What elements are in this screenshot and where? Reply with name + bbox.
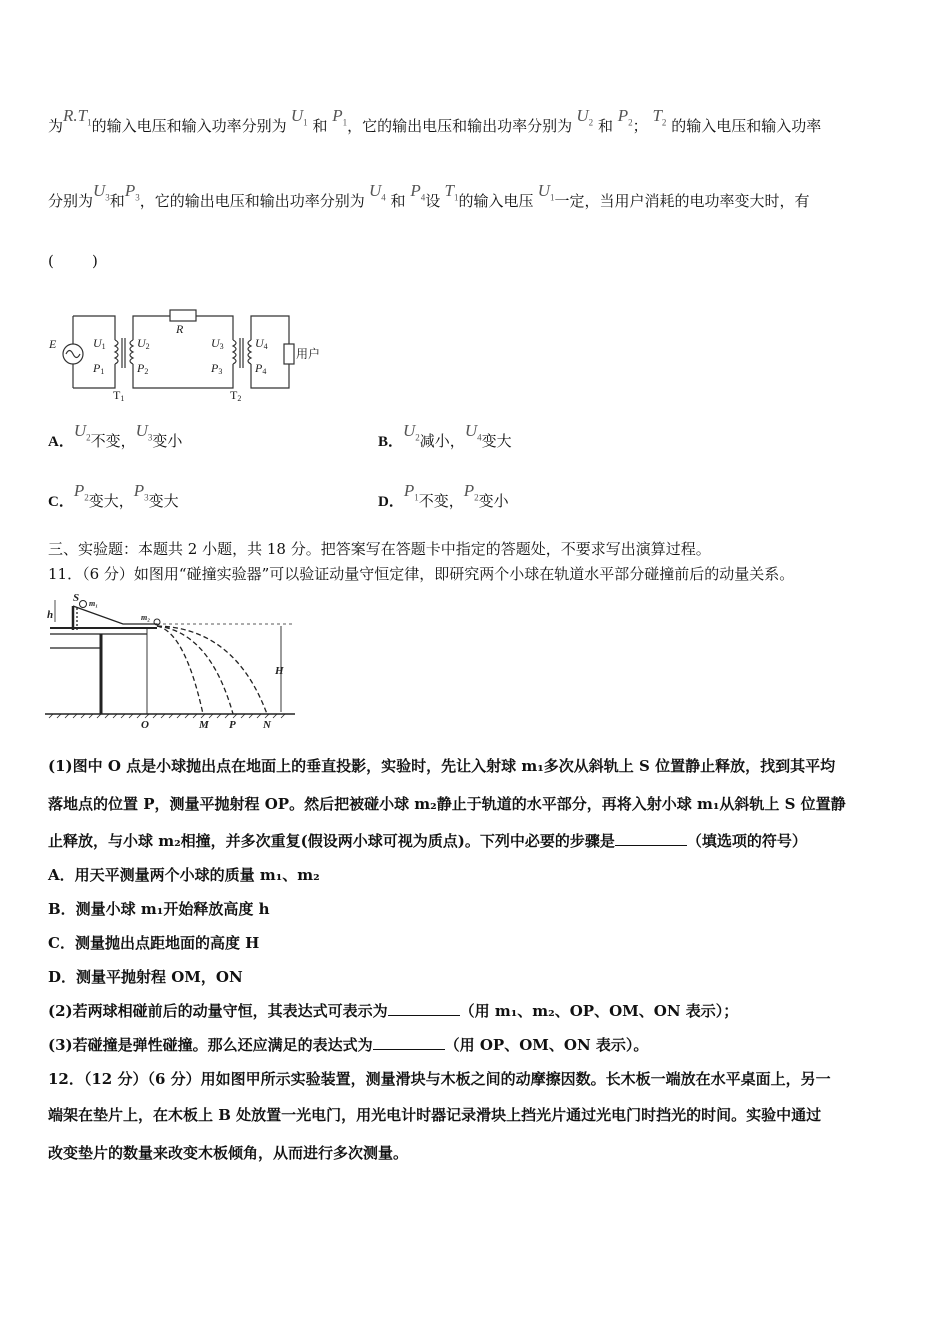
var bbox=[73, 421, 91, 443]
intro-line-1 bbox=[48, 106, 822, 137]
var bbox=[133, 481, 149, 503]
q11-part3 bbox=[48, 1034, 648, 1055]
label-t2: T2 bbox=[230, 388, 242, 403]
var bbox=[463, 481, 479, 503]
var-sub: 2 bbox=[415, 432, 420, 443]
text: 不变， bbox=[418, 492, 464, 510]
var-p1 bbox=[332, 106, 348, 128]
text: (3)若碰撞是弹性碰撞。那么还应满足的表达式为 bbox=[48, 1036, 373, 1054]
text: 和 bbox=[312, 117, 328, 135]
text: 和 bbox=[109, 192, 125, 210]
var-letter: U bbox=[576, 106, 589, 125]
q11-part1-line-b: 落地点的位置 P，测量平抛射程 OP。然后把被碰小球 m₂静止于轨道的水平部分，再将入射小球 m₁从斜轨上 S 位置静 bbox=[48, 795, 846, 813]
q11-part2 bbox=[48, 1000, 738, 1021]
var bbox=[403, 481, 419, 503]
var-letter: U bbox=[464, 421, 478, 440]
option-a[interactable] bbox=[48, 421, 183, 452]
label-h: h bbox=[47, 609, 54, 621]
var-u2 bbox=[572, 106, 594, 128]
label-s: S bbox=[73, 592, 80, 604]
var-sub: 4 bbox=[420, 192, 426, 203]
var-sub: 2 bbox=[84, 492, 89, 503]
label-m1: m₁ bbox=[89, 599, 99, 608]
label-u2: U2 bbox=[137, 336, 150, 351]
q11-part1-line-c bbox=[48, 830, 807, 851]
answer-paren: ( ) bbox=[48, 252, 98, 270]
text: 减小， bbox=[419, 432, 465, 450]
var-letter: T bbox=[444, 181, 454, 200]
var-sub: 1 bbox=[414, 492, 419, 503]
var-sub: 2 bbox=[86, 432, 91, 443]
var-sub: 1 bbox=[550, 192, 555, 203]
var-u4 bbox=[365, 181, 386, 203]
text: 的输入电压和输入功率分别为 bbox=[91, 117, 287, 135]
section-3-heading: 三、实验题：本题共 2 小题，共 18 分。把答案写在答题卡中指定的答题处，不要求写出演算过程。 bbox=[48, 540, 711, 558]
var-p3 bbox=[124, 181, 140, 203]
var-sub: 1 bbox=[87, 117, 92, 128]
text: 变大， bbox=[88, 492, 134, 510]
var-u1 bbox=[287, 106, 308, 128]
var-letter: P bbox=[124, 181, 136, 200]
var-letter: P bbox=[463, 481, 475, 500]
text: 一定，当用户消耗的电功率变大时，有 bbox=[554, 192, 810, 210]
var-letter: U bbox=[368, 181, 382, 200]
var-u3 bbox=[93, 181, 110, 203]
text: 的输入电压和输入功率 bbox=[671, 117, 822, 135]
var-letter: P bbox=[617, 106, 629, 125]
user-load bbox=[284, 344, 294, 364]
var-rt1 bbox=[63, 106, 92, 128]
option-label: A． bbox=[48, 434, 74, 450]
ball-m1 bbox=[80, 601, 87, 608]
option-label: C． bbox=[48, 494, 74, 510]
var-t2 bbox=[652, 106, 667, 128]
var-letter: U bbox=[135, 421, 148, 440]
coil-primary-t1 bbox=[115, 340, 118, 364]
text: 的输入电压 bbox=[458, 192, 534, 210]
var-sub: 2 bbox=[588, 117, 594, 128]
ac-wave-icon bbox=[66, 351, 80, 358]
var bbox=[464, 421, 482, 443]
var-letter: P bbox=[332, 106, 343, 125]
trajectory-m bbox=[157, 626, 203, 714]
option-d[interactable] bbox=[378, 481, 509, 512]
var-letter: P bbox=[133, 481, 145, 500]
var-letter: U bbox=[290, 106, 304, 125]
text: （填选项的符号） bbox=[686, 832, 807, 850]
intro-line-2 bbox=[48, 181, 810, 212]
text: 分别为 bbox=[48, 192, 94, 210]
answer-blank-1[interactable] bbox=[615, 831, 687, 846]
label-user: 用户 bbox=[296, 347, 321, 361]
label-r: R bbox=[176, 322, 184, 336]
resistor-r bbox=[170, 310, 196, 321]
text: ； bbox=[632, 117, 648, 135]
var-sub: 3 bbox=[147, 432, 153, 443]
coil-primary-t2 bbox=[233, 340, 236, 364]
var-letter: R.T bbox=[63, 106, 88, 125]
answer-blank-3[interactable] bbox=[373, 1035, 445, 1050]
label-n: N bbox=[263, 719, 271, 731]
var bbox=[135, 421, 153, 443]
var bbox=[403, 421, 420, 443]
text: 止释放，与小球 m₂相撞，并多次重复(假设两小球可视为质点)。下列中必要的步骤是 bbox=[48, 832, 615, 850]
var-sub: 1 bbox=[342, 117, 348, 128]
var-sub: 3 bbox=[135, 192, 140, 203]
answer-blank-2[interactable] bbox=[388, 1001, 460, 1016]
var-sub: 2 bbox=[474, 492, 479, 503]
var bbox=[73, 481, 89, 503]
var-letter: U bbox=[537, 181, 550, 200]
var-t1 bbox=[440, 181, 459, 203]
var-u1b bbox=[533, 181, 555, 203]
var-letter: P bbox=[73, 481, 85, 500]
label-t1: T1 bbox=[113, 388, 125, 403]
q11-option-c[interactable]: C．测量抛出点距地面的高度 H bbox=[48, 934, 260, 952]
label-u4: U4 bbox=[255, 336, 268, 351]
var-sub: 1 bbox=[303, 117, 308, 128]
label-p2: P2 bbox=[137, 361, 149, 376]
var-p2 bbox=[617, 106, 633, 128]
var-sub: 2 bbox=[628, 117, 633, 128]
text: （用 m₁、m₂、OP、OM、ON 表示）； bbox=[459, 1002, 739, 1020]
q12-line-2: 端架在垫片上，在木板上 B 处放置一光电门，用光电计时器记录滑块上挡光片通过光电门时挡光的时间。实验中通过 bbox=[48, 1106, 822, 1124]
q11-option-d[interactable]: D．测量平抛射程 OM，ON bbox=[48, 968, 243, 986]
var-letter: P bbox=[410, 181, 421, 200]
coil-secondary-t1 bbox=[130, 340, 133, 364]
option-c[interactable] bbox=[48, 481, 179, 512]
text: （用 OP、OM、ON 表示）。 bbox=[444, 1036, 649, 1054]
var-sub: 3 bbox=[144, 492, 149, 503]
q12-line-3: 改变垫片的数量来改变木板倾角，从而进行多次测量。 bbox=[48, 1144, 409, 1162]
text: 变大 bbox=[148, 492, 179, 510]
text: 不变， bbox=[90, 432, 136, 450]
var-sub: 3 bbox=[105, 192, 110, 203]
var-sub: 4 bbox=[477, 432, 482, 443]
var-sub: 4 bbox=[381, 192, 386, 203]
trajectory-n bbox=[157, 626, 267, 714]
text: ，它的输出电压和输出功率分别为 bbox=[139, 192, 365, 210]
label-p4: P4 bbox=[255, 361, 267, 376]
label-p: P bbox=[229, 719, 236, 731]
q11-part1-line-a: (1)图中 O 点是小球抛出点在地面上的垂直投影，实验时，先让入射球 m₁多次从斜轨上 S 位置静止释放，找到其平均 bbox=[48, 757, 836, 775]
label-m: M bbox=[199, 719, 209, 731]
label-H: H bbox=[275, 665, 284, 677]
q11-option-a[interactable]: A．用天平测量两个小球的质量 m₁、m₂ bbox=[48, 866, 320, 884]
coil-secondary-t2 bbox=[248, 340, 251, 364]
text: 变大 bbox=[481, 432, 512, 450]
text: ，它的输出电压和输出功率分别为 bbox=[347, 117, 573, 135]
text: (2)若两球相碰前后的动量守恒，其表达式可表示为 bbox=[48, 1002, 388, 1020]
text: 为 bbox=[48, 117, 64, 135]
option-label: B． bbox=[378, 434, 404, 450]
var-letter: U bbox=[403, 421, 416, 440]
text: 变小 bbox=[152, 432, 183, 450]
var-letter: U bbox=[93, 181, 106, 200]
option-b[interactable] bbox=[378, 421, 512, 452]
transformer-circuit-diagram bbox=[45, 300, 345, 402]
option-label: D． bbox=[378, 494, 404, 510]
label-p3: P3 bbox=[211, 361, 223, 376]
text: 设 bbox=[425, 192, 441, 210]
trajectory-p bbox=[157, 626, 233, 714]
var-sub: 1 bbox=[453, 192, 459, 203]
var-letter: T bbox=[652, 106, 662, 125]
var-letter: U bbox=[73, 421, 87, 440]
label-u1: U1 bbox=[93, 336, 106, 351]
collision-apparatus-figure bbox=[45, 592, 307, 731]
label-m2: m₂ bbox=[141, 613, 151, 622]
label-u3: U3 bbox=[211, 336, 224, 351]
label-p1: P1 bbox=[93, 361, 105, 376]
var-letter: P bbox=[403, 481, 415, 500]
label-e: E bbox=[49, 337, 57, 351]
var-p4 bbox=[410, 181, 426, 203]
text: 和 bbox=[597, 117, 613, 135]
text: 变小 bbox=[478, 492, 509, 510]
text: 和 bbox=[390, 192, 406, 210]
q12-line-1: 12．（12 分）（6 分）用如图甲所示实验装置，测量滑块与木板之间的动摩擦因数。长木板一端放在水平桌面上，另一 bbox=[48, 1070, 831, 1088]
q11-option-b[interactable]: B．测量小球 m₁开始释放高度 h bbox=[48, 900, 270, 918]
var-sub: 2 bbox=[661, 117, 667, 128]
label-o: O bbox=[141, 719, 149, 731]
q11-title: 11．（6 分）如图用“碰撞实验器”可以验证动量守恒定律，即研究两个小球在轨道水平部分碰撞前后的动量关系。 bbox=[48, 565, 795, 583]
